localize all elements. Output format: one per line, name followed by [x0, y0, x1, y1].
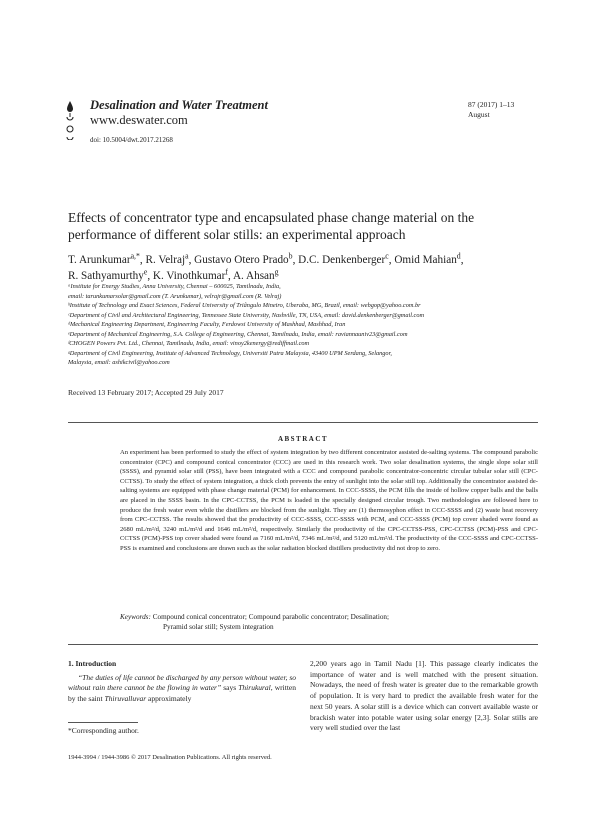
author-affil-sup: c [385, 251, 389, 261]
affiliation-line: ᵇInstitute of Technology and Exact Sciences, Federal University of Triângulo Mineiro, Uberaba, MG, Brazil, email: webgop@yahoo.com.br [68, 302, 421, 309]
affiliation-line: ᶠCHOGEN Powers Pvt. Ltd., Chennai, Tamilnadu, India, email: vinoy2kenergy@rediffmail.com [68, 340, 310, 347]
journal-name: Desalination and Water Treatment [90, 98, 268, 112]
thiruvalluvar-name: Thiruvalluvar [104, 694, 147, 704]
intro-text: says [221, 683, 239, 693]
corresponding-author-note: *Corresponding author. [68, 726, 139, 735]
author-affil-sup: e [143, 266, 148, 276]
doi[interactable]: doi: 10.5004/dwt.2017.21268 [90, 136, 173, 144]
author-affil-sup: f [225, 266, 228, 276]
publisher-logo [64, 100, 76, 143]
author-list [68, 253, 538, 284]
keywords-text-2: Pyramid solar still; System integration [163, 623, 274, 631]
volume-pages: 87 (2017) 1–13 [468, 100, 515, 109]
affiliation-line: ᵈMechanical Engineering Department, Engineering Faculty, Ferdowsi University of Mashhad, Mashhad, Iran [68, 321, 346, 328]
abstract-text: An experiment has been performed to study the effect of system integration by two different concentrator assisted de-salting systems. The compound parabolic concentrator (CPC) and compound conical concentrator (CCC) are used in this research work. Two solar desalination systems, the single slope solar still (SSSS), and pyramid solar still (PSS), have been integrated with a CCC and compound parabolic concentrator-concentric circular tubular solar still (CPC-CCTSS). To study the effect of system integration, a thick cloth prevents the entry of sunlight into the solar still top. Additionally the concentrator assisted de-salting systems are equipped with phase change material (PCM) for enhancement. In CCC-SSSS, the PCM fills the inside of hollow copper balls and the balls are placed in the SSSS basin. In the CPC-CCTSS, the PCM is loaded in the specially designed circular trough. Two methodologies are followed here to produce the fresh water even while the distillers are blocked from the sunlight. They are (1) thermosyphon effect in CCC-SSSS and (2) waste heat recovery from CPC-CCTSS. The results showed that the productivity of CCC-SSSS, CCC-SSSS with PCM, and CCC-SSSS (PCM) top cover shaded were found as 2680 mL/m²/d, 3240 mL/m²/d and 1646 mL/m²/d, respectively. Similarly the productivity of the CPC-CCTSS-PSS, CPC-CCTSS (PCM)-PSS and CPC-CCTSS (PCM)-PSS top cover shaded were found as 7160 mL/m²/d, 7346 mL/m²/d, and 5120 mL/m²/d. The productivity of the CCC-SSSS and CPC-CCTSS-PSS is examined and conclusions are drawn such as the solar radiation blocked distillers productivity did not drop to zero. [120, 449, 538, 552]
copyright-footer: 1944-3994 / 1944-3986 © 2017 Desalination Publications. All rights reserved. [68, 754, 272, 761]
affiliation-line: ᵃInstitute for Energy Studies, Anna University, Chennai – 600025, Tamilnadu, India, [68, 283, 281, 290]
thirukural-quote: “The duties of life cannot be discharged by any person without water, so without rain there cannot be the flowing in water” [68, 672, 296, 693]
received-dates: Received 13 February 2017; Accepted 29 July 2017 [68, 388, 224, 397]
intro-text: , written by the saint [68, 683, 296, 704]
abstract-top-rule [68, 422, 538, 423]
author-line-1 [68, 253, 538, 269]
affiliation-line: ᶜDepartment of Civil and Architectural Engineering, Tennessee State University, Nashville, TN, USA, email: david.denkenberger@gmail.com [68, 311, 425, 319]
intro-text: approximately [146, 694, 192, 704]
section-title: 1. Introduction [68, 659, 117, 668]
thirukural-name: Thirukural [238, 683, 271, 693]
issue-month: August [468, 110, 490, 119]
affiliation-line: ᵍDepartment of Civil Engineering, Institute of Advanced Technology, Universiti Putra Malaysia, 43400 UPM Serdang, Selangor, [68, 349, 392, 357]
footnote-rule [68, 722, 138, 723]
affiliation-line: ᵉDepartment of Mechanical Engineering, S.A. College of Engineering, Chennai, Tamilnadu, India, email: raviannauniv23@gmail.com [68, 330, 408, 338]
droplet-logo-icon [64, 100, 76, 140]
body-column-right: 2,200 years ago in Tamil Nadu [1]. This passage clearly indicates the importance of water and is well matched with the present situation. Nowadays, the need of fresh water is greater due to the remarkable growth of population. It is very hard to predict the available fresh water for the next 50 years. A solar still is a device which can convert available waste or brackish water into potable water using solar energy [2,3]. Solar stills are very well studied over the last [310, 659, 538, 733]
keywords-label: Keywords: [120, 613, 151, 621]
affiliation-line: email: tarunkumarsolar@gmail.com (T. Arunkumar), velrajr@gmail.com (R. Velraj) [68, 292, 282, 300]
intro-paragraph [68, 673, 296, 705]
volume-info [468, 100, 530, 120]
keywords [120, 612, 538, 632]
affiliation-line: Malaysia, email: ashikcivil@yahoo.com [68, 359, 170, 366]
author-name: R. Sathyamurthy [68, 269, 144, 282]
body-column-left [68, 659, 296, 705]
author-affil-sup: a [185, 251, 189, 261]
author-name: , K. Vinothkumar [147, 269, 226, 282]
author-affil-sup: d [456, 251, 461, 261]
author-affil-sup: b [288, 251, 293, 261]
author-separator: , [460, 254, 464, 266]
author-affil-sup: a,* [130, 251, 140, 261]
journal-website-link[interactable]: www.deswater.com [90, 113, 188, 127]
author-name: , Gustavo Otero Prado [188, 254, 289, 266]
abstract-bottom-rule [68, 644, 538, 645]
author-affil-sup: g [274, 266, 279, 276]
author-name: , A. Ahsan [227, 269, 275, 282]
author-name: T. Arunkumar [68, 254, 131, 266]
author-name: , Omid Mahian [388, 254, 457, 266]
author-name: , R. Velraj [139, 254, 186, 266]
author-name: , D.C. Denkenberger [292, 254, 386, 266]
keywords-line-1 [120, 612, 538, 622]
affiliations [68, 282, 538, 368]
keywords-text-1: Compound conical concentrator; Compound parabolic concentrator; Desalination; [152, 613, 390, 621]
abstract-heading: ABSTRACT [277, 435, 329, 443]
article-title: Effects of concentrator type and encapsulated phase change material on the performance of different solar stills: an experimental approach [68, 210, 475, 242]
